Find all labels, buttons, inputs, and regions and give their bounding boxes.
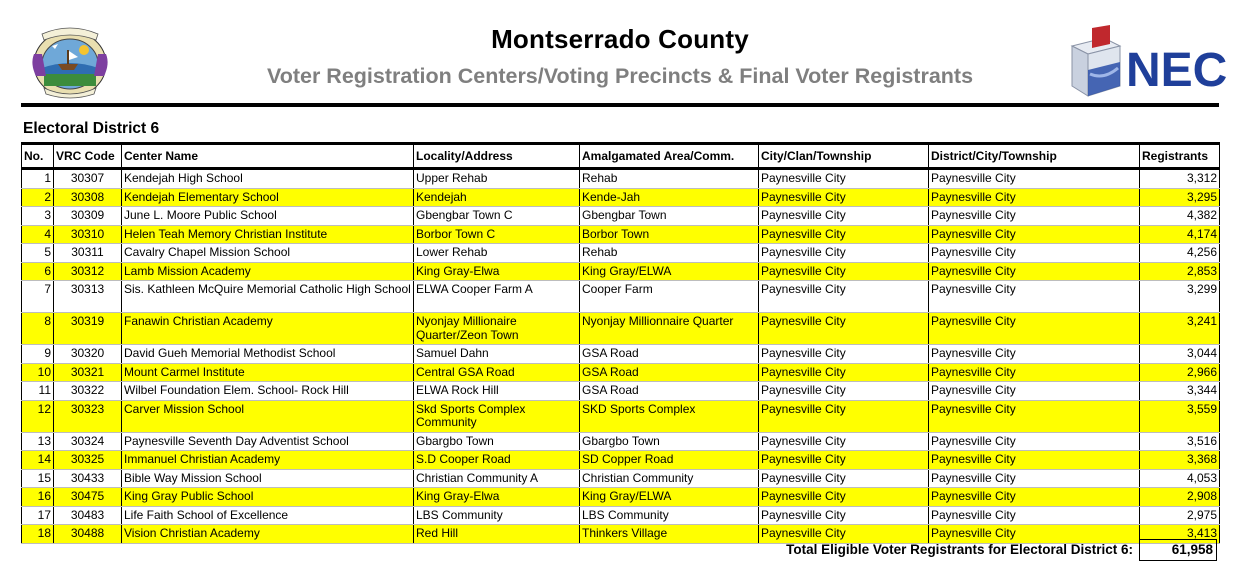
cell-center-name: Mount Carmel Institute: [122, 363, 414, 382]
cell-area: King Gray/ELWA: [580, 488, 759, 507]
cell-vrc-code: 30312: [54, 262, 122, 281]
cell-registrants: 3,312: [1140, 169, 1220, 189]
cell-area: Kende-Jah: [580, 188, 759, 207]
cell-center-name: Kendejah Elementary School: [122, 188, 414, 207]
table-row: [22, 488, 1220, 507]
cell-area: SD Copper Road: [580, 451, 759, 470]
cell-center-name: King Gray Public School: [122, 488, 414, 507]
cell-area: King Gray/ELWA: [580, 262, 759, 281]
cell-locality: Kendejah: [414, 188, 580, 207]
cell-vrc-code: 30308: [54, 188, 122, 207]
cell-district: Paynesville City: [929, 262, 1140, 281]
cell-no: 9: [22, 345, 54, 364]
header-divider: [21, 103, 1219, 107]
cell-locality: LBS Community: [414, 506, 580, 525]
cell-locality: Gbargbo Town: [414, 432, 580, 451]
cell-district: Paynesville City: [929, 313, 1140, 345]
table-row: [22, 281, 1220, 313]
table-row: [22, 451, 1220, 470]
table-row: [22, 207, 1220, 226]
cell-registrants: 3,368: [1140, 451, 1220, 470]
cell-city: Paynesville City: [759, 207, 929, 226]
cell-registrants: 3,413: [1140, 525, 1220, 544]
cell-vrc-code: 30322: [54, 382, 122, 401]
cell-no: 14: [22, 451, 54, 470]
cell-area: GSA Road: [580, 345, 759, 364]
cell-center-name: David Gueh Memorial Methodist School: [122, 345, 414, 364]
cell-no: 8: [22, 313, 54, 345]
table-row: [22, 345, 1220, 364]
cell-locality: King Gray-Elwa: [414, 262, 580, 281]
cell-city: Paynesville City: [759, 345, 929, 364]
cell-vrc-code: 30310: [54, 225, 122, 244]
cell-no: 7: [22, 281, 54, 313]
cell-registrants: 2,853: [1140, 262, 1220, 281]
cell-registrants: 3,299: [1140, 281, 1220, 313]
cell-locality: King Gray-Elwa: [414, 488, 580, 507]
col-header-center-name: Center Name: [122, 144, 414, 169]
cell-no: 13: [22, 432, 54, 451]
cell-city: Paynesville City: [759, 400, 929, 432]
cell-district: Paynesville City: [929, 169, 1140, 189]
col-header-no: No.: [22, 144, 54, 169]
cell-no: 4: [22, 225, 54, 244]
col-header-district-city: District/City/Township: [929, 144, 1140, 169]
cell-no: 15: [22, 469, 54, 488]
cell-registrants: 3,344: [1140, 382, 1220, 401]
cell-district: Paynesville City: [929, 188, 1140, 207]
cell-center-name: Sis. Kathleen McQuire Memorial Catholic High School: [122, 281, 414, 313]
cell-no: 11: [22, 382, 54, 401]
cell-registrants: 4,382: [1140, 207, 1220, 226]
cell-registrants: 4,256: [1140, 244, 1220, 263]
cell-area: Borbor Town: [580, 225, 759, 244]
table-row: [22, 363, 1220, 382]
cell-city: Paynesville City: [759, 451, 929, 470]
table-row: [22, 169, 1220, 189]
cell-vrc-code: 30475: [54, 488, 122, 507]
table-row: [22, 506, 1220, 525]
cell-area: LBS Community: [580, 506, 759, 525]
cell-registrants: 4,053: [1140, 469, 1220, 488]
cell-city: Paynesville City: [759, 363, 929, 382]
cell-vrc-code: 30433: [54, 469, 122, 488]
cell-center-name: Cavalry Chapel Mission School: [122, 244, 414, 263]
nec-logo-text: NEC: [1126, 44, 1228, 97]
cell-locality: ELWA Cooper Farm A: [414, 281, 580, 313]
col-header-amalgamated-area: Amalgamated Area/Comm.: [580, 144, 759, 169]
registration-table: [21, 142, 1220, 544]
table-row: [22, 225, 1220, 244]
cell-city: Paynesville City: [759, 525, 929, 544]
cell-vrc-code: 30325: [54, 451, 122, 470]
col-header-registrants: Registrants: [1140, 144, 1220, 169]
cell-no: 5: [22, 244, 54, 263]
cell-registrants: 3,044: [1140, 345, 1220, 364]
cell-district: Paynesville City: [929, 363, 1140, 382]
cell-city: Paynesville City: [759, 488, 929, 507]
cell-vrc-code: 30313: [54, 281, 122, 313]
cell-locality: Upper Rehab: [414, 169, 580, 189]
cell-district: Paynesville City: [929, 400, 1140, 432]
cell-vrc-code: 30320: [54, 345, 122, 364]
cell-registrants: 3,295: [1140, 188, 1220, 207]
col-header-locality: Locality/Address: [414, 144, 580, 169]
cell-locality: Red Hill: [414, 525, 580, 544]
table-row: [22, 432, 1220, 451]
cell-district: Paynesville City: [929, 345, 1140, 364]
cell-no: 1: [22, 169, 54, 189]
cell-vrc-code: 30323: [54, 400, 122, 432]
total-value: 61,958: [1139, 539, 1217, 561]
cell-city: Paynesville City: [759, 281, 929, 313]
table-row: [22, 244, 1220, 263]
cell-locality: S.D Cooper Road: [414, 451, 580, 470]
cell-district: Paynesville City: [929, 525, 1140, 544]
cell-no: 10: [22, 363, 54, 382]
cell-center-name: Kendejah High School: [122, 169, 414, 189]
cell-center-name: Helen Teah Memory Christian Institute: [122, 225, 414, 244]
cell-area: Rehab: [580, 169, 759, 189]
cell-registrants: 3,516: [1140, 432, 1220, 451]
cell-city: Paynesville City: [759, 432, 929, 451]
col-header-city-clan: City/Clan/Township: [759, 144, 929, 169]
cell-district: Paynesville City: [929, 281, 1140, 313]
cell-vrc-code: 30307: [54, 169, 122, 189]
cell-district: Paynesville City: [929, 469, 1140, 488]
cell-locality: Lower Rehab: [414, 244, 580, 263]
cell-vrc-code: 30319: [54, 313, 122, 345]
cell-city: Paynesville City: [759, 262, 929, 281]
report-header: [0, 0, 1240, 104]
cell-vrc-code: 30311: [54, 244, 122, 263]
cell-area: Cooper Farm: [580, 281, 759, 313]
cell-area: Thinkers Village: [580, 525, 759, 544]
cell-no: 16: [22, 488, 54, 507]
cell-area: Gbengbar Town: [580, 207, 759, 226]
cell-district: Paynesville City: [929, 451, 1140, 470]
cell-vrc-code: 30483: [54, 506, 122, 525]
cell-district: Paynesville City: [929, 244, 1140, 263]
page-title: Montserrado County: [491, 24, 749, 54]
cell-district: Paynesville City: [929, 488, 1140, 507]
table-row: [22, 469, 1220, 488]
table-row: [22, 188, 1220, 207]
cell-registrants: 2,966: [1140, 363, 1220, 382]
cell-locality: Central GSA Road: [414, 363, 580, 382]
cell-city: Paynesville City: [759, 382, 929, 401]
table-row: [22, 400, 1220, 432]
cell-locality: Christian Community A: [414, 469, 580, 488]
cell-center-name: Bible Way Mission School: [122, 469, 414, 488]
table-header-row: [22, 144, 1220, 169]
cell-vrc-code: 30488: [54, 525, 122, 544]
cell-area: GSA Road: [580, 363, 759, 382]
cell-locality: Skd Sports Complex Community: [414, 400, 580, 432]
cell-center-name: Paynesville Seventh Day Adventist School: [122, 432, 414, 451]
cell-district: Paynesville City: [929, 382, 1140, 401]
cell-district: Paynesville City: [929, 207, 1140, 226]
district-heading: Electoral District 6: [23, 120, 160, 137]
cell-city: Paynesville City: [759, 506, 929, 525]
table-row: [22, 382, 1220, 401]
cell-registrants: 2,975: [1140, 506, 1220, 525]
cell-vrc-code: 30324: [54, 432, 122, 451]
table-row: [22, 262, 1220, 281]
cell-registrants: 2,908: [1140, 488, 1220, 507]
cell-center-name: Fanawin Christian Academy: [122, 313, 414, 345]
total-label: Total Eligible Voter Registrants for Electoral District 6:: [786, 542, 1133, 557]
table-row: [22, 525, 1220, 544]
cell-center-name: Life Faith School of Excellence: [122, 506, 414, 525]
cell-area: SKD Sports Complex: [580, 400, 759, 432]
col-header-vrc-code: VRC Code: [54, 144, 122, 169]
cell-area: Nyonjay Millionnaire Quarter: [580, 313, 759, 345]
cell-no: 17: [22, 506, 54, 525]
cell-center-name: Vision Christian Academy: [122, 525, 414, 544]
cell-city: Paynesville City: [759, 313, 929, 345]
cell-center-name: June L. Moore Public School: [122, 207, 414, 226]
cell-city: Paynesville City: [759, 188, 929, 207]
cell-area: Rehab: [580, 244, 759, 263]
cell-vrc-code: 30321: [54, 363, 122, 382]
cell-locality: Borbor Town C: [414, 225, 580, 244]
cell-area: Christian Community: [580, 469, 759, 488]
cell-locality: Gbengbar Town C: [414, 207, 580, 226]
cell-district: Paynesville City: [929, 506, 1140, 525]
cell-center-name: Lamb Mission Academy: [122, 262, 414, 281]
cell-city: Paynesville City: [759, 225, 929, 244]
cell-city: Paynesville City: [759, 244, 929, 263]
cell-no: 18: [22, 525, 54, 544]
cell-center-name: Carver Mission School: [122, 400, 414, 432]
cell-registrants: 3,241: [1140, 313, 1220, 345]
page-subtitle: Voter Registration Centers/Voting Precincts & Final Voter Registrants: [266, 64, 974, 88]
cell-area: GSA Road: [580, 382, 759, 401]
cell-no: 3: [22, 207, 54, 226]
cell-center-name: Immanuel Christian Academy: [122, 451, 414, 470]
table-row: [22, 313, 1220, 345]
nec-logo-icon: [1068, 24, 1228, 100]
cell-locality: Samuel Dahn: [414, 345, 580, 364]
cell-district: Paynesville City: [929, 225, 1140, 244]
cell-locality: ELWA Rock Hill: [414, 382, 580, 401]
cell-no: 2: [22, 188, 54, 207]
cell-area: Gbargbo Town: [580, 432, 759, 451]
cell-city: Paynesville City: [759, 469, 929, 488]
cell-no: 12: [22, 400, 54, 432]
cell-registrants: 3,559: [1140, 400, 1220, 432]
cell-locality: Nyonjay Millionaire Quarter/Zeon Town: [414, 313, 580, 345]
cell-no: 6: [22, 262, 54, 281]
cell-district: Paynesville City: [929, 432, 1140, 451]
cell-city: Paynesville City: [759, 169, 929, 189]
cell-center-name: Wilbel Foundation Elem. School- Rock Hill: [122, 382, 414, 401]
cell-registrants: 4,174: [1140, 225, 1220, 244]
cell-vrc-code: 30309: [54, 207, 122, 226]
